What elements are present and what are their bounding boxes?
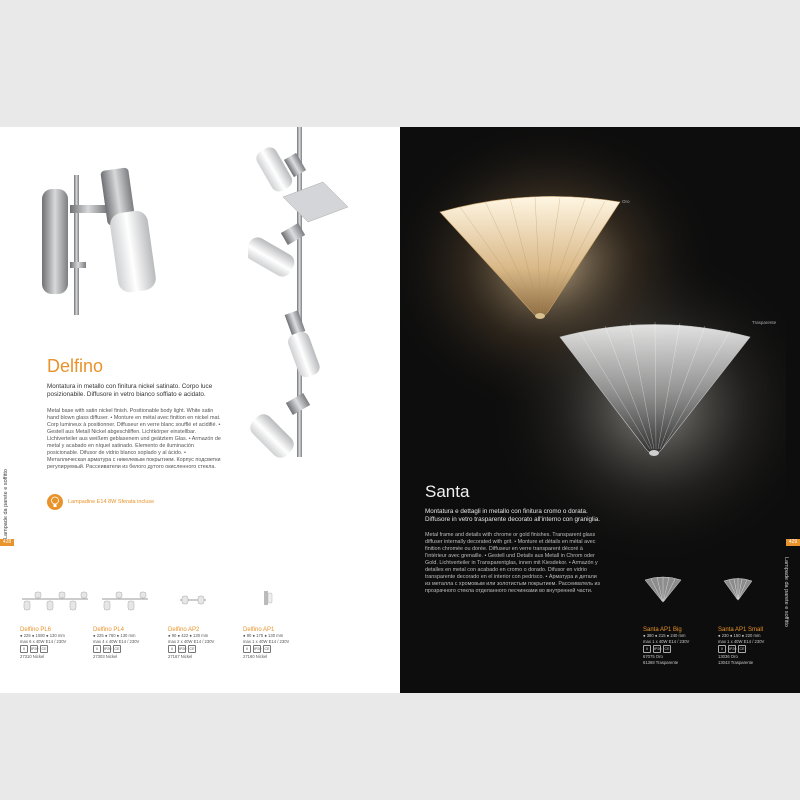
product-delfino-ap2 [168, 627, 240, 660]
santa-title: Santa [425, 482, 470, 501]
product-name: Delfino AP2 [168, 627, 200, 633]
right-side-label: Lampade da parete e soffitto [783, 557, 789, 627]
product-dimensions: ● 90 ● 175 ● 130 mm [243, 633, 284, 638]
product-name: Delfino AP1 [243, 627, 275, 633]
ip-rating-icon: IP20 [104, 647, 112, 651]
label-oro: Oro [622, 199, 630, 204]
product-dimensions: ● 225 ● 760 ● 130 mm [93, 633, 136, 638]
product-santa-ap1-big [643, 627, 715, 665]
product-delfino-pl4 [93, 627, 165, 660]
certification-icons [93, 645, 165, 653]
ce-mark-icon: CE [189, 647, 195, 651]
delfino-pl4-photo [248, 127, 358, 527]
product-dimensions: ● 380 ● 215 ● 240 mm [643, 633, 686, 638]
catalog-spread [0, 127, 800, 693]
product-power: max 4 x 40W E14 / 230V [93, 638, 140, 644]
product-power: max 1 x 40W E14 / 230V [243, 638, 290, 644]
ip-rating-icon: IP20 [729, 647, 737, 651]
ce-mark-icon: CE [264, 647, 270, 651]
bulb-note-text: Lampadine E14 8W Sferata incluse [68, 499, 155, 505]
ip-rating-icon: IP20 [179, 647, 187, 651]
delfino-ap1-photo [30, 167, 200, 337]
left-side-label: Lampade da parete e soffitto [3, 469, 9, 539]
product-code-oro: 67075 Oro [643, 654, 663, 659]
certification-icons [168, 645, 240, 653]
ce-mark-icon: CE [664, 647, 670, 651]
class-icon: II [93, 645, 101, 653]
product-code-trasparente: 13043 Trasparente [718, 659, 754, 665]
left-side-strip [0, 127, 14, 693]
product-power: max 2 x 40W E14 / 230V [168, 638, 215, 644]
product-delfino-pl6 [20, 627, 92, 660]
delfino-description-it: Montatura in metallo con finitura nickel satinato. Corpo luce posizionabile. Diffusore in vetro bianco soffiato e acidato. [47, 383, 213, 398]
product-power: max 6 x 40W E14 / 230V [20, 638, 67, 644]
delfino-title: Delfino [47, 356, 104, 376]
product-power: max 1 x 40W E14 / 230V [718, 638, 765, 644]
certification-icons [243, 645, 315, 653]
right-page-number: 429 [786, 539, 800, 546]
product-name: Delfino PL4 [93, 627, 125, 633]
product-santa-ap1-small [718, 627, 790, 665]
class-icon: II [20, 645, 28, 653]
ce-mark-icon: CE [114, 647, 120, 651]
product-dimensions: ● 230 ● 150 ● 220 mm [718, 633, 761, 638]
ip-rating-icon: IP20 [254, 647, 262, 651]
product-code: 27303 Nickel [93, 654, 118, 659]
certification-icons [718, 645, 790, 653]
class-icon: II [718, 645, 726, 653]
delfino-description-multilang: Metal base with satin nickel finish. Positionable body light. White satin hand blown glass diffuser. • Monture en métal avec finition en nickel mat. Corp lumineux à positionner. Diffuseur en verre blanc soufflé et acidifié. • Gestell aus Metall Nickel abgeschliffen. Lichtkörper einstellbar. Lichtverteiler aus weißem geblasenem und geätztem Glas. • Armazón de metal y acabado en níquel satinado. Elemento de iluminación posicionable. Difusor de vidrio blanco soplado y al ácido. • Металлическая арматура с никелевым покрытием. Корпус подсветки регулируемый. Рассеиватели из белого дутого окисленного стекла. [47, 408, 221, 470]
bulb-icon [47, 494, 63, 510]
santa-description-multilang: Metal frame and details with chrome or gold finishes. Transparent glass diffuser internally decorated with grit. • Monture et détails en métal avec finition chromée ou dorée. Diffuseur en verre transparent décoré à l'intérieur avec grenaille. • Gestell und Details aus Metall in Chrom oder Gold. Lichtverteiler in Transparentglas, innen mit Kiesdekor. • Armazón y detalles en metal con acabado en cromo o dorado. Difusor en vidrio transparente decorado en el interior con pedrisco. • Арматура и детали из металла с хромовым или золотистым покрытием. Рассеиватель из прозрачного стекла отделанного песчинками во внутренней части. [425, 532, 600, 594]
product-name: Delfino PL6 [20, 627, 52, 633]
product-code-oro: 13036 Oro [718, 654, 738, 659]
right-page [400, 127, 800, 693]
santa-description-it: Montatura e dettagli in metallo con finitura cromo o dorata. Diffusore in vetro trasparente decorato all'interno con graniglia. [425, 508, 601, 523]
santa-ap1-small-thumb [722, 576, 754, 602]
product-dimensions: ● 90 ● 422 ● 130 mm [168, 633, 209, 638]
product-name: Santa AP1 Small [718, 627, 764, 633]
product-power: max 1 x 40W E14 / 230V [643, 638, 690, 644]
santa-ap1-big-thumb [643, 574, 683, 604]
left-page-number: 428 [0, 539, 14, 546]
product-code: 27310 Nickel [20, 654, 45, 659]
certification-icons [20, 645, 92, 653]
product-code-trasparente: 61368 Trasparente [643, 659, 679, 665]
product-code: 27160 Nickel [243, 654, 268, 659]
delfino-pl6-thumb [20, 589, 90, 613]
ip-rating-icon: IP20 [31, 647, 39, 651]
left-page [0, 127, 400, 693]
class-icon: II [643, 645, 651, 653]
class-icon: II [168, 645, 176, 653]
product-name: Santa AP1 Big [643, 627, 682, 633]
product-dimensions: ● 225 ● 1080 ● 130 mm [20, 633, 65, 638]
delfino-ap1-thumb [262, 589, 274, 607]
delfino-ap2-thumb [178, 591, 208, 609]
product-code: 27167 Nickel [168, 654, 193, 659]
delfino-pl4-thumb [100, 589, 150, 613]
wall-glow [400, 127, 800, 693]
ce-mark-icon: CE [41, 647, 47, 651]
certification-icons [643, 645, 715, 653]
class-icon: II [243, 645, 251, 653]
ce-mark-icon: CE [739, 647, 745, 651]
bulb-included-note [47, 494, 154, 510]
product-delfino-ap1 [243, 627, 315, 660]
label-trasparente: Trasparente [752, 320, 777, 325]
ip-rating-icon: IP20 [654, 647, 662, 651]
